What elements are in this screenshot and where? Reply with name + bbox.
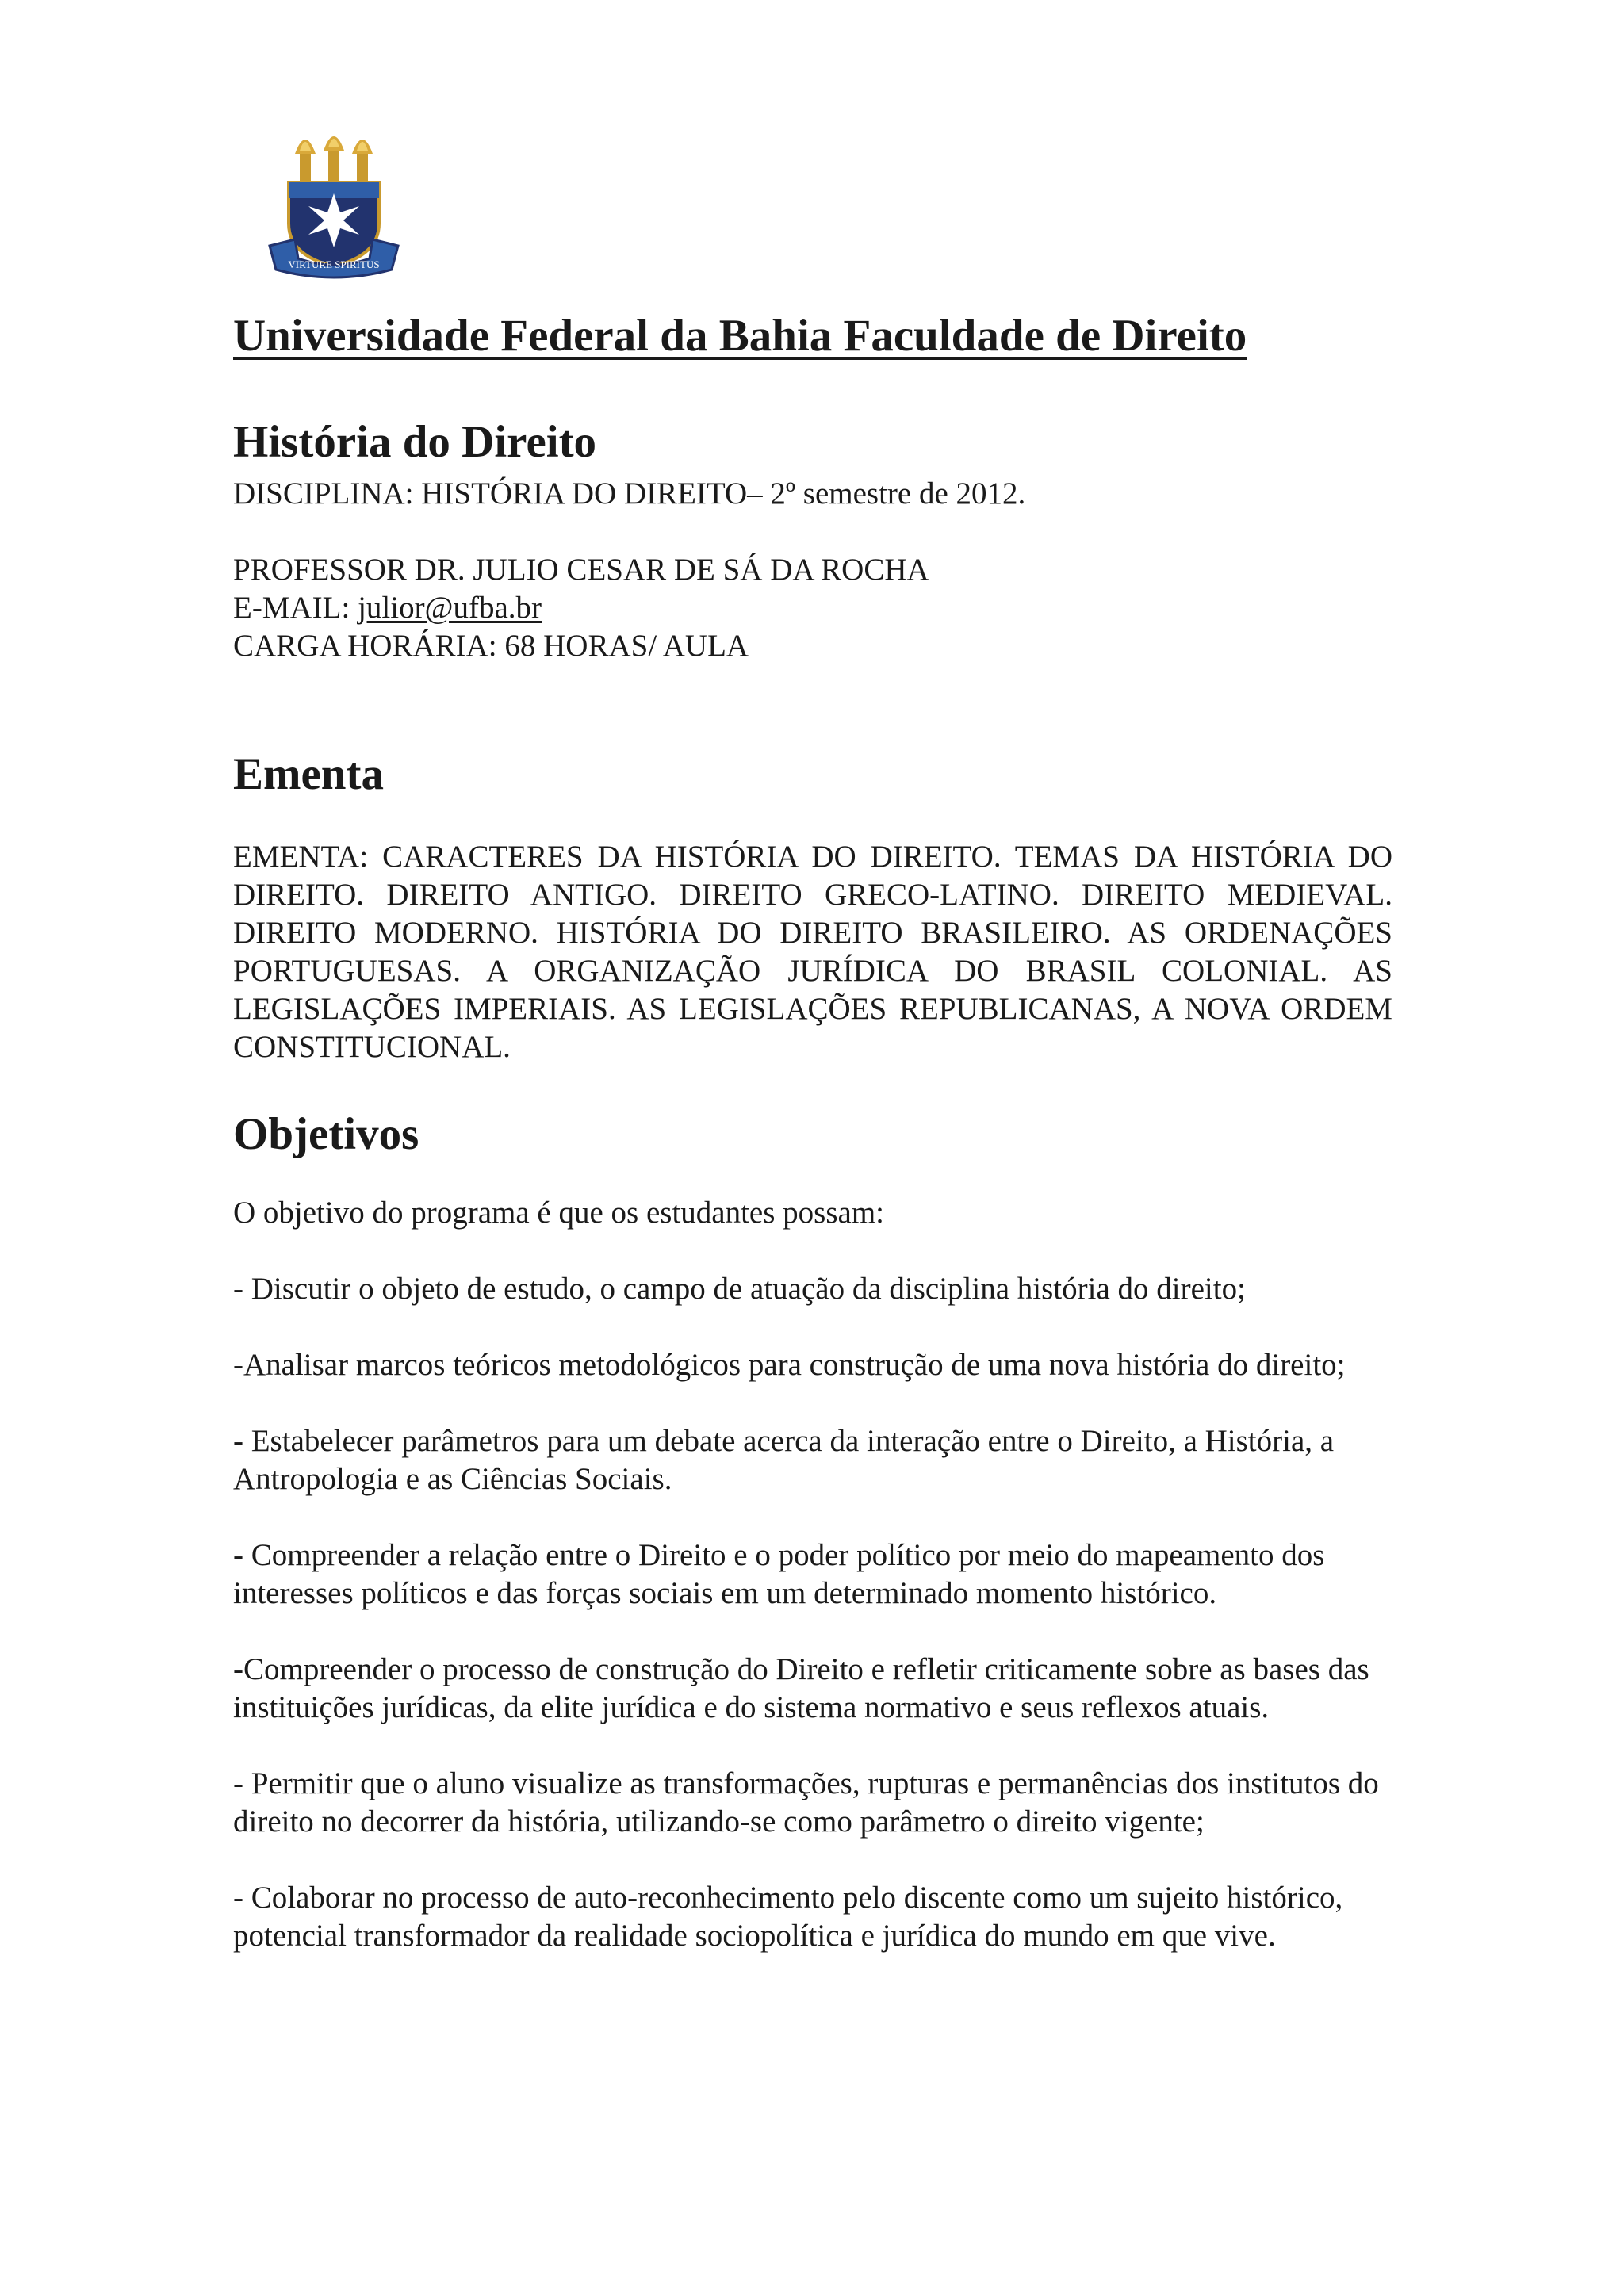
email-link[interactable]: julior@ufba.br [358, 590, 542, 625]
logo-motto: VIRTURE SPIRITUS [288, 258, 380, 270]
discipline-line: DISCIPLINA: HISTÓRIA DO DIREITO– 2º semestre de 2012. [233, 476, 1026, 511]
torch-icon [295, 140, 316, 182]
workload-line: CARGA HORÁRIA: 68 HORAS/ AULA [233, 628, 749, 663]
objective-item: - Estabelecer parâmetros para um debate acerca da interação entre o Direito, a História, a Antropologia e as Ciências Sociais. [233, 1423, 1335, 1496]
torch-icon [352, 140, 373, 182]
email-label: E-MAIL: [233, 590, 358, 625]
objective-item: - Permitir que o aluno visualize as transformações, rupturas e permanências dos institutos do direito no decorrer da história, utilizando-se como parâmetro o direito vigente; [233, 1766, 1379, 1839]
objective-item: - Compreender a relação entre o Direito e o poder político por meio do mapeamento dos interesses políticos e das forças sociais em um determinado momento histórico. [233, 1537, 1325, 1610]
document-content [233, 127, 1392, 1955]
objective-item: - Discutir o objeto de estudo, o campo de atuação da disciplina história do direito; [233, 1271, 1246, 1306]
university-title: Universidade Federal da Bahia Faculdade de Direito [233, 311, 1247, 361]
professor-line: PROFESSOR DR. JULIO CESAR DE SÁ DA ROCHA [233, 552, 929, 587]
ementa-heading: Ementa [233, 748, 384, 799]
email-line [233, 589, 1392, 627]
objetivos-intro: O objetivo do programa é que os estudantes possam: [233, 1195, 884, 1230]
course-title: História do Direito [233, 417, 597, 468]
objective-item: -Compreender o processo de construção do Direito e refletir criticamente sobre as bases das instituições jurídicas, da elite jurídica e do sistema normativo e seus reflexos atuais. [233, 1651, 1369, 1724]
objective-item: - Colaborar no processo de auto-reconhecimento pelo discente como um sujeito histórico, potencial transformador da realidade sociopolítica e jurídica do mundo em que vive. [233, 1880, 1343, 1953]
ementa-text: EMENTA: CARACTERES DA HISTÓRIA DO DIREITO. TEMAS DA HISTÓRIA DO DIREITO. DIREITO ANTIGO. DIREITO GRECO-LATINO. DIREITO MEDIEVAL. DIREITO MODERNO. HISTÓRIA DO DIREITO BRASILEIRO. AS ORDENAÇÕES PORTUGUESAS. A ORGANIZAÇÃO JURÍDICA DO BRASIL COLONIAL. AS LEGISLAÇÕES IMPERIAIS. AS LEGISLAÇÕES REPUBLICANAS, A NOVA ORDEM CONSTITUCIONAL. [233, 840, 1392, 1065]
torch-icon [324, 136, 344, 182]
objetivos-heading: Objetivos [233, 1109, 419, 1160]
objective-item: -Analisar marcos teóricos metodológicos para construção de uma nova história do direito; [233, 1347, 1346, 1382]
ufba-coat-of-arms-logo [251, 127, 417, 285]
